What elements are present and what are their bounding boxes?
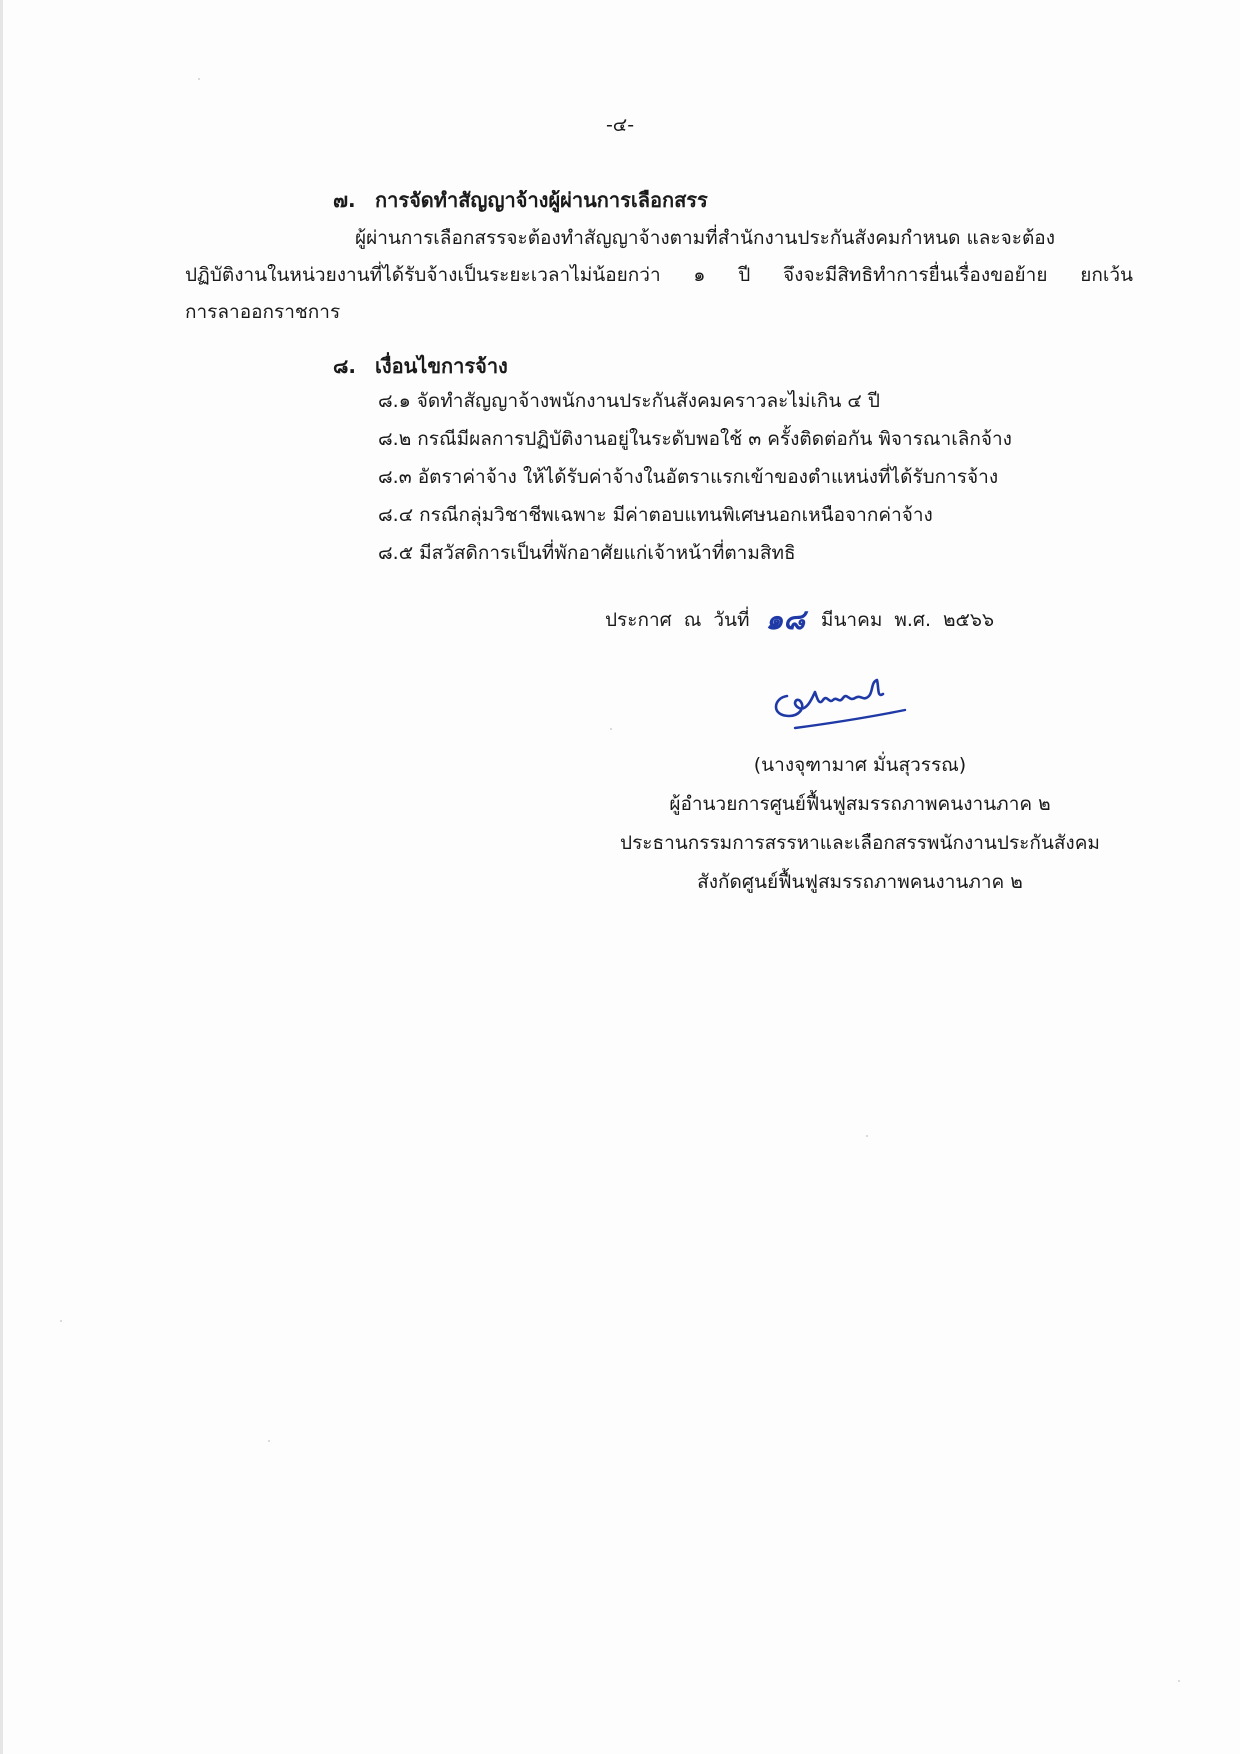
announcement-month: มีนาคม xyxy=(820,609,883,631)
announcement-at: ณ xyxy=(683,609,702,631)
announcement-year: ๒๕๖๖ xyxy=(943,609,995,631)
section-7-title: การจัดทำสัญญาจ้างผู้ผ่านการเลือกสรร xyxy=(375,188,708,212)
handwritten-signature xyxy=(765,668,925,738)
scan-speck xyxy=(1178,1680,1180,1682)
section-8-number: ๘. xyxy=(333,354,357,378)
announcement-day: ๑๘ xyxy=(765,603,805,636)
announcement-date xyxy=(605,598,994,642)
scan-speck xyxy=(866,1135,868,1137)
signatory-title-3: สังกัดศูนย์ฟื้นฟูสมรรถภาพคนงานภาค ๒ xyxy=(697,871,1023,893)
signatory-title-1: ผู้อำนวยการศูนย์ฟื้นฟูสมรรถภาพคนงานภาค ๒ xyxy=(669,793,1051,815)
scan-speck xyxy=(610,728,612,730)
scan-speck xyxy=(198,78,200,80)
signatory-title-2: ประธานกรรมการสรรหาและเลือกสรรพนักงานประกันสังคม xyxy=(620,832,1100,854)
condition-item-4: ๘.๔ กรณีกลุ่มวิชาชีพเฉพาะ มีค่าตอบแทนพิเศษนอกเหนือจากค่าจ้าง xyxy=(378,504,933,526)
announcement-prefix: ประกาศ xyxy=(605,609,672,631)
signatory-name: (นางจุฑามาศ มั่นสุวรรณ) xyxy=(753,754,967,776)
scan-speck xyxy=(268,1440,270,1442)
section-8-title: เงื่อนไขการจ้าง xyxy=(375,354,508,378)
announcement-date-label: วันที่ xyxy=(713,609,750,631)
condition-item-2: ๘.๒ กรณีมีผลการปฏิบัติงานอยู่ในระดับพอใช้ ๓ ครั้งติดต่อกัน พิจารณาเลิกจ้าง xyxy=(378,428,1012,450)
section-7-line-1: ผู้ผ่านการเลือกสรรจะต้องทำสัญญาจ้างตามที่สำนักงานประกันสังคมกำหนด และจะต้อง xyxy=(355,227,1055,249)
page-number: -๔- xyxy=(605,114,635,136)
scan-speck xyxy=(60,1320,62,1322)
section-7-line-2: ปฏิบัติงานในหน่วยงานที่ได้รับจ้างเป็นระยะเวลาไม่น้อยกว่า ๑ ปี จึงจะมีสิทธิทำการยื่นเรื่องขอย้าย ยกเว้น xyxy=(185,264,1133,286)
scan-edge xyxy=(0,0,3,1754)
condition-item-5: ๘.๕ มีสวัสดิการเป็นที่พักอาศัยแก่เจ้าหน้าที่ตามสิทธิ xyxy=(378,542,796,564)
section-7-heading xyxy=(333,184,708,216)
condition-item-3: ๘.๓ อัตราค่าจ้าง ให้ได้รับค่าจ้างในอัตราแรกเข้าของตำแหน่งที่ได้รับการจ้าง xyxy=(378,466,999,488)
condition-item-1: ๘.๑ จัดทำสัญญาจ้างพนักงานประกันสังคมคราวละไม่เกิน ๔ ปี xyxy=(378,390,880,412)
section-8-heading xyxy=(333,350,508,382)
section-7-number: ๗. xyxy=(333,188,356,212)
section-7-line-3: การลาออกราชการ xyxy=(185,301,341,323)
announcement-era: พ.ศ. xyxy=(894,609,932,631)
